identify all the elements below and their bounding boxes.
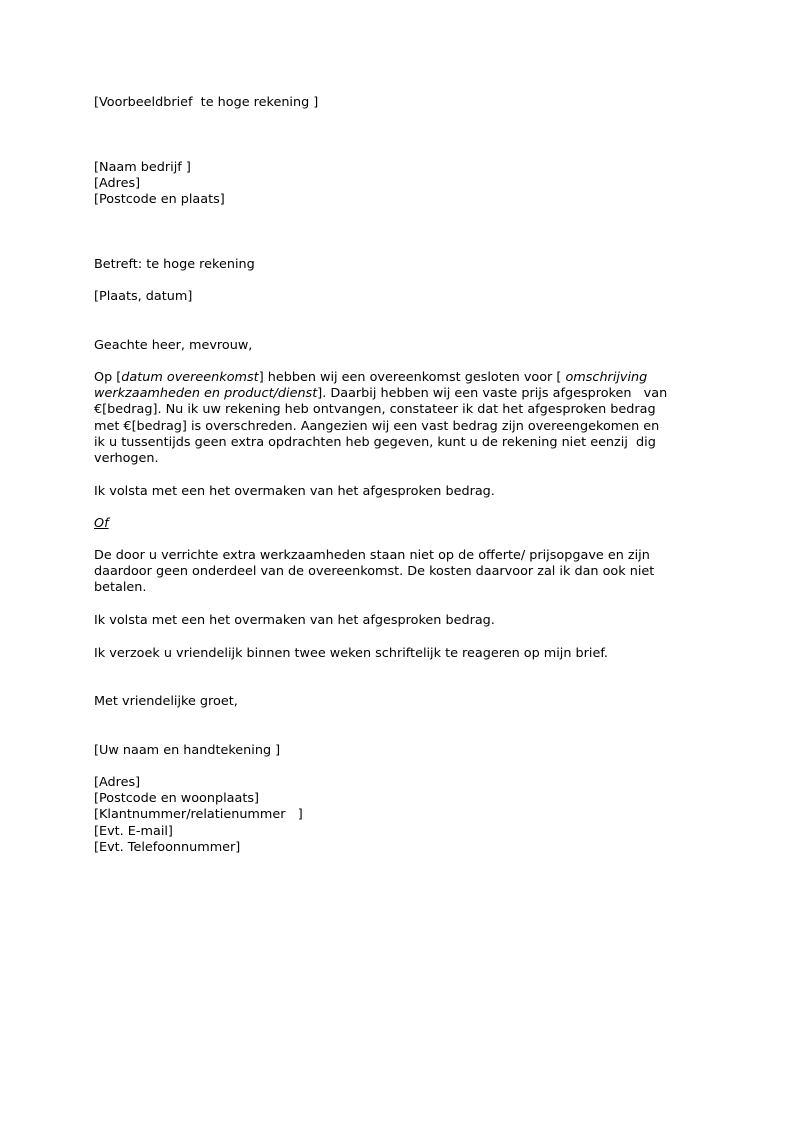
body1-row-1	[94, 370, 694, 386]
body1-row-6: verhogen.	[94, 451, 159, 467]
sender-postal-city: [Postcode en woonplaats]	[94, 791, 260, 806]
service-placeholder: werkzaamheden en product/dienst	[94, 386, 318, 402]
body2-row-1: De door u verrichte extra werkzaamheden staan niet op de offerte/ prijsopgave en zijn	[94, 548, 650, 563]
body1-row-2	[94, 386, 694, 402]
payment-line-1: Ik volsta met een het overmaken van het afgesproken bedrag.	[94, 484, 495, 499]
recipient-address: [Adres]	[94, 176, 141, 191]
recipient-postal-city: [Postcode en plaats]	[94, 192, 225, 207]
body1-row-5: ik u tussentijds geen extra opdrachten heb gegeven, kunt u de rekening niet eenzij dig	[94, 434, 656, 450]
body1-row-3: €[bedrag]. Nu ik uw rekening heb ontvangen, constateer ik dat het afgesproken bedrag	[94, 402, 656, 418]
letter-title: [Voorbeeldbrief te hoge rekening ]	[94, 95, 319, 110]
sender-name-signature: [Uw naam en handtekening ]	[94, 743, 281, 758]
body2-row-3: betalen.	[94, 580, 147, 596]
body-paragraph-2	[94, 548, 694, 597]
description-placeholder: omschrijving	[565, 370, 648, 385]
contract-date-placeholder: datum overeenkomst	[121, 370, 259, 385]
recipient-name: [Naam bedrijf ]	[94, 160, 191, 175]
body1-text: ] hebben wij een overeenkomst gesloten voor [	[258, 370, 566, 385]
body-paragraph-1	[94, 370, 694, 467]
place-date: [Plaats, datum]	[94, 289, 193, 304]
body1-row-4: met €[bedrag] is overschreden. Aangezien wij een vast bedrag zijn overeengekomen en	[94, 418, 660, 434]
salutation: Geachte heer, mevrouw,	[94, 338, 253, 353]
closing-line: Met vriendelijke groet,	[94, 694, 238, 709]
sender-customer-number: [Klantnummer/relatienummer ]	[94, 807, 303, 822]
or-label: Of	[94, 516, 109, 531]
sender-phone: [Evt. Telefoonnummer]	[94, 840, 241, 855]
sender-email: [Evt. E-mail]	[94, 824, 173, 839]
request-line: Ik verzoek u vriendelijk binnen twee weken schriftelijk te reageren op mijn brief.	[94, 646, 608, 661]
payment-line-2: Ik volsta met een het overmaken van het afgesproken bedrag.	[94, 613, 495, 628]
body1-text: ]. Daarbij hebben wij een vaste prijs afgesproken van	[317, 386, 668, 402]
body2-row-2: daardoor geen onderdeel van de overeenkomst. De kosten daarvoor zal ik dan ook niet	[94, 564, 655, 580]
body1-text: Op [	[94, 370, 122, 385]
subject-line: Betreft: te hoge rekening	[94, 257, 255, 272]
sender-address: [Adres]	[94, 775, 141, 790]
